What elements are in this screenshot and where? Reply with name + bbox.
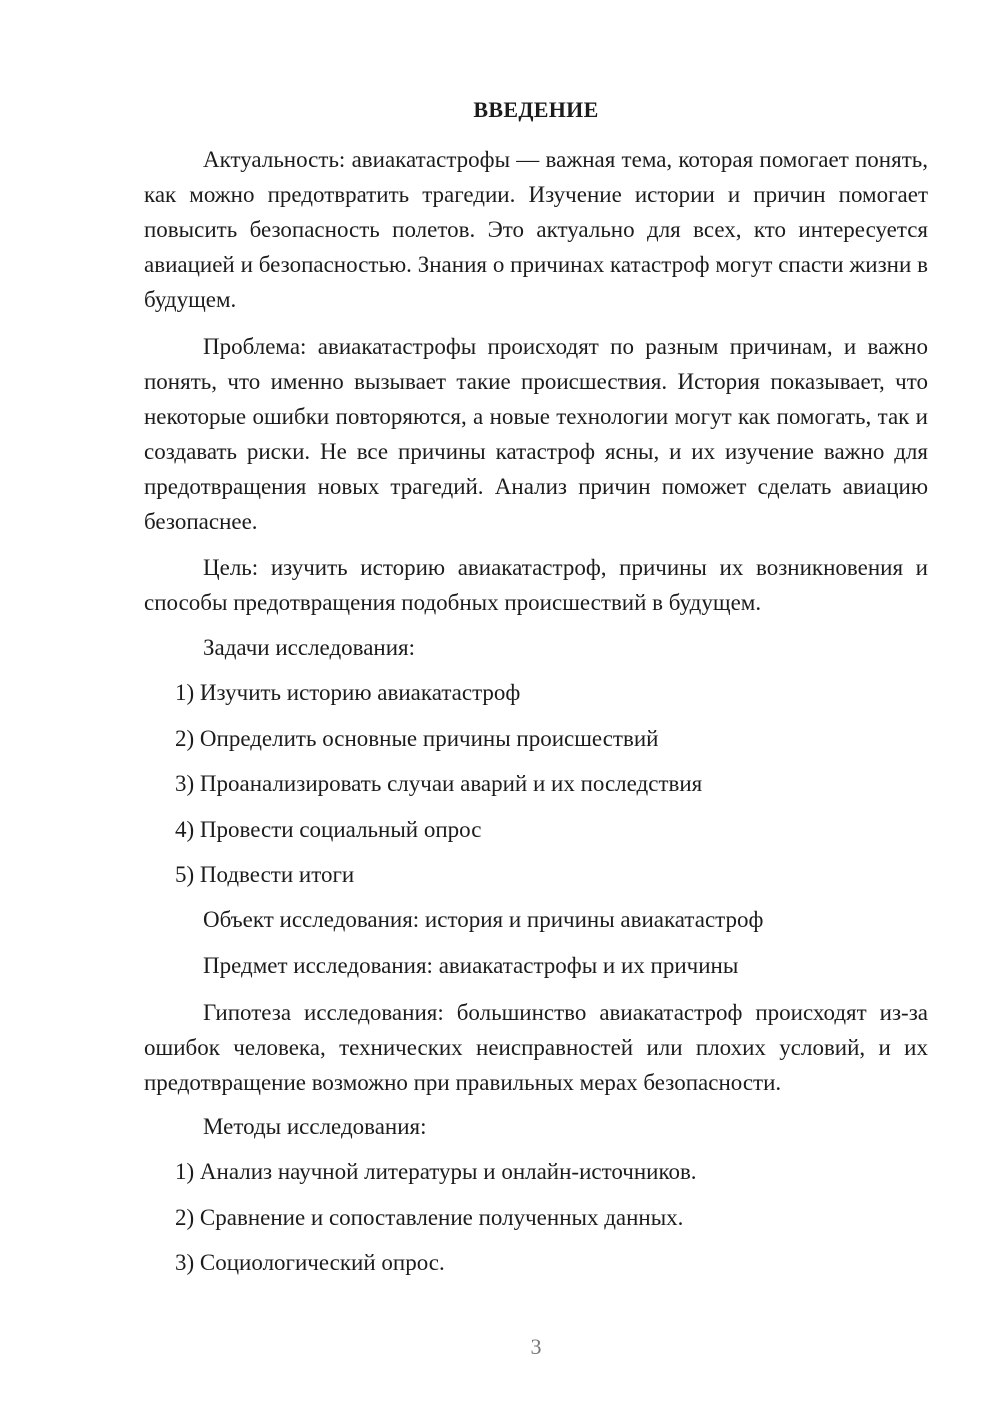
task-item: 1) Изучить историю авиакатастроф xyxy=(175,680,521,705)
paragraph-relevance xyxy=(144,142,928,317)
methods-heading: Методы исследования: xyxy=(203,1114,427,1139)
research-subject: Предмет исследования: авиакатастрофы и их причины xyxy=(203,953,739,978)
tasks-heading: Задачи исследования: xyxy=(203,635,416,660)
task-item: 4) Провести социальный опрос xyxy=(175,817,482,842)
goal-text: Цель: изучить историю авиакатастроф, причины их возникновения и способы предотвращения подобных происшествий в будущем. xyxy=(144,555,928,615)
page-number: 3 xyxy=(530,1334,542,1359)
task-item: 5) Подвести итоги xyxy=(175,862,355,887)
page-title: ВВЕДЕНИЕ xyxy=(473,97,599,122)
method-item: 3) Социологический опрос. xyxy=(175,1250,445,1275)
paragraph-goal xyxy=(144,550,928,620)
hypothesis-text: Гипотеза исследования: большинство авиакатастроф происходят из-за ошибок человека, технических неисправностей или плохих условий, и их предотвращение возможно при правильных мерах безопасности. xyxy=(144,1000,928,1095)
paragraph-problem xyxy=(144,329,928,539)
problem-text: Проблема: авиакатастрофы происходят по разным причинам, и важно понять, что именно вызывает такие происшествия. История показывает, что некоторые ошибки повторяются, а новые технологии могут как помогать, так и создавать риски. Не все причины катастроф ясны, и их изучение важно для предотвращения новых трагедий. Анализ причин поможет сделать авиацию безопаснее. xyxy=(144,334,928,534)
relevance-text: Актуальность: авиакатастрофы — важная тема, которая помогает понять, как можно предотвратить трагедии. Изучение истории и причин помогает повысить безопасность полетов. Это актуально для всех, кто интересуется авиацией и безопасностью. Знания о причинах катастроф могут спасти жизни в будущем. xyxy=(144,147,928,312)
task-item: 2) Определить основные причины происшествий xyxy=(175,726,659,751)
method-item: 2) Сравнение и сопоставление полученных данных. xyxy=(175,1205,684,1230)
paragraph-hypothesis xyxy=(144,995,928,1100)
method-item: 1) Анализ научной литературы и онлайн-источников. xyxy=(175,1159,697,1184)
task-item: 3) Проанализировать случаи аварий и их последствия xyxy=(175,771,703,796)
research-object: Объект исследования: история и причины авиакатастроф xyxy=(203,907,764,932)
